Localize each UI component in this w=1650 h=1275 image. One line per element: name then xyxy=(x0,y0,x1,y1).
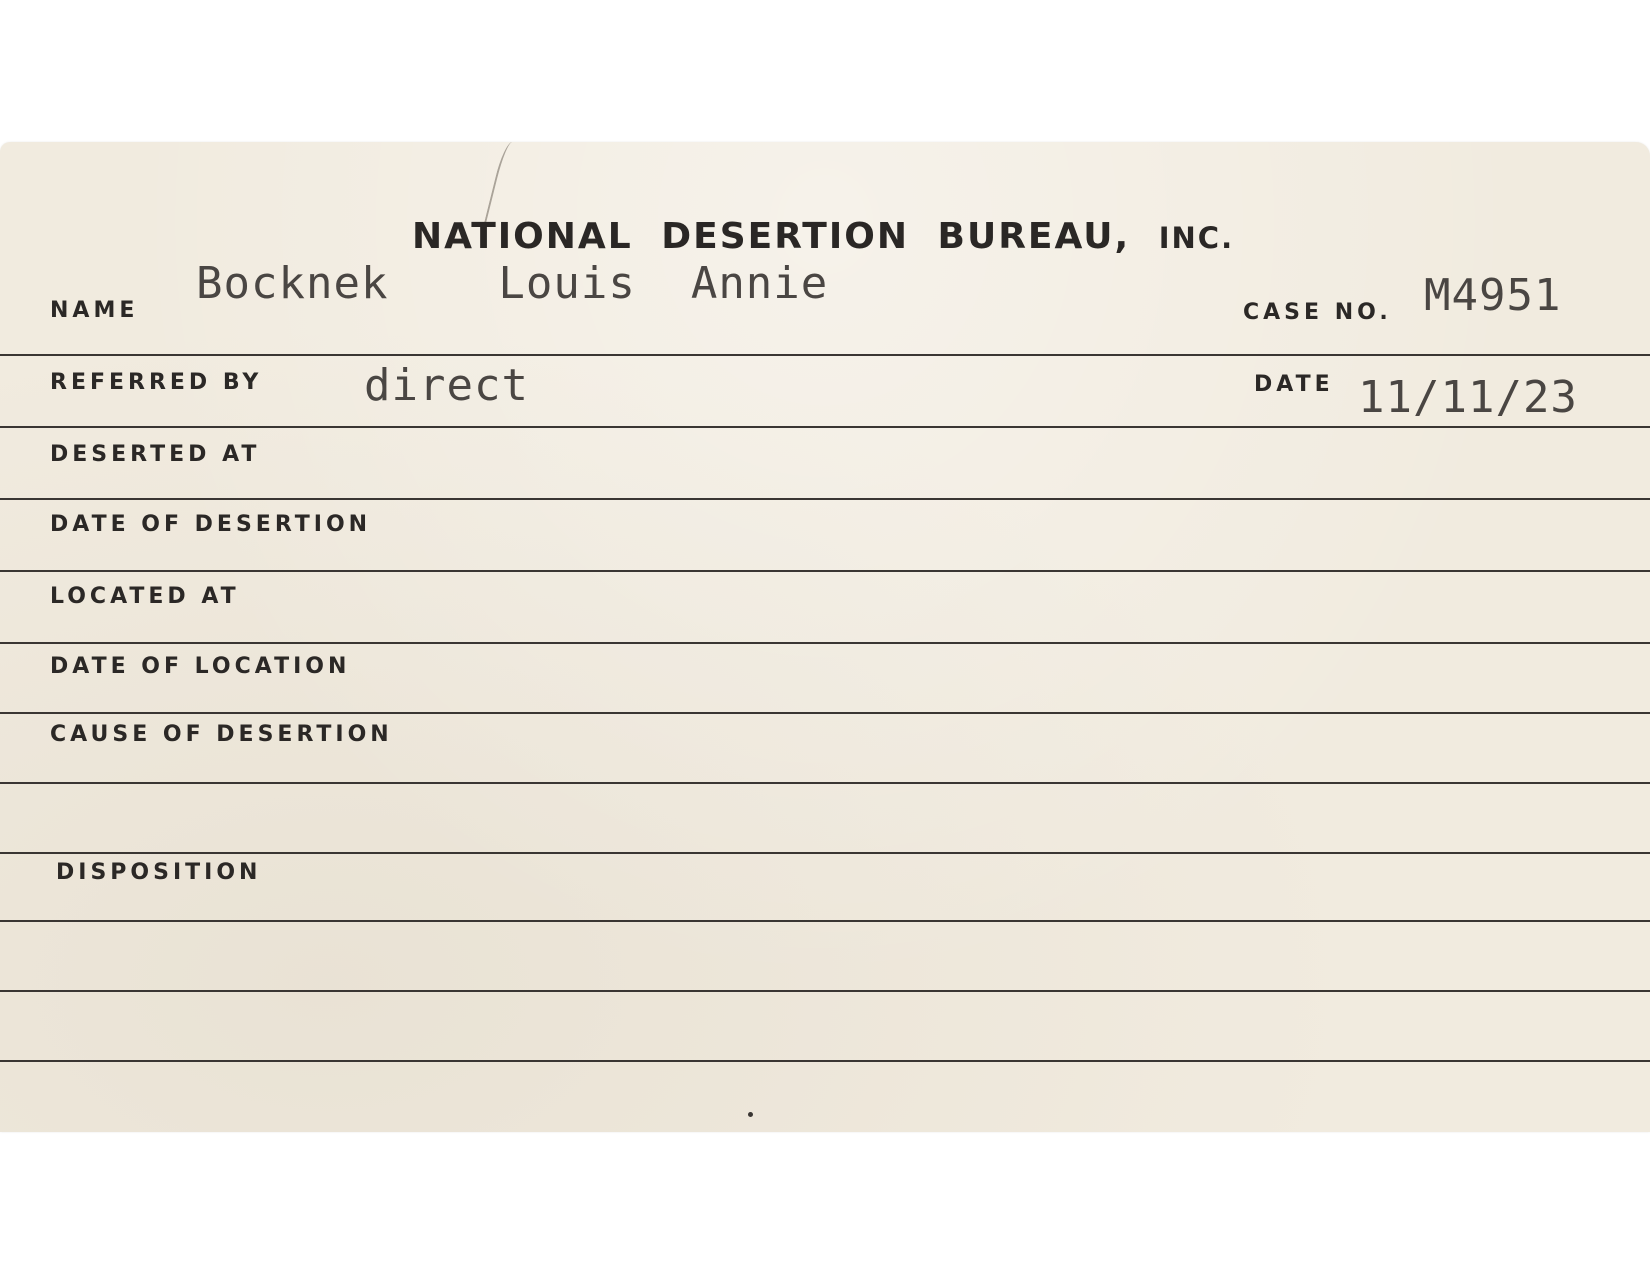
rule-cause-of-desertion xyxy=(0,782,1650,784)
date-value: 11/11/23 xyxy=(1358,372,1578,423)
deserted-at-label: DESERTED AT xyxy=(50,442,261,467)
referred-by-value: direct xyxy=(364,360,529,411)
card-title xyxy=(412,216,1234,257)
rule-date-of-location xyxy=(0,712,1650,714)
rule-name xyxy=(0,354,1650,356)
rule-date-of-desertion xyxy=(0,570,1650,572)
case-no-label: CASE NO. xyxy=(1243,300,1392,325)
index-card xyxy=(0,142,1650,1132)
rule-located-at xyxy=(0,642,1650,644)
bureau-suffix: INC. xyxy=(1158,221,1235,255)
rule-blank-3 xyxy=(0,1060,1650,1062)
cause-of-desertion-label: CAUSE OF DESERTION xyxy=(50,722,393,747)
date-label: DATE xyxy=(1254,372,1334,397)
rule-disposition xyxy=(0,920,1650,922)
rule-blank-2 xyxy=(0,990,1650,992)
rule-blank-1 xyxy=(0,852,1650,854)
rule-referred-by xyxy=(0,426,1650,428)
disposition-label: DISPOSITION xyxy=(56,860,262,885)
name-label: NAME xyxy=(50,298,139,323)
rule-deserted-at xyxy=(0,498,1650,500)
ink-speck xyxy=(748,1112,753,1117)
located-at-label: LOCATED AT xyxy=(50,584,240,609)
date-of-desertion-label: DATE OF DESERTION xyxy=(50,512,372,537)
date-of-location-label: DATE OF LOCATION xyxy=(50,654,351,679)
name-value: Bocknek Louis Annie xyxy=(196,258,829,309)
referred-by-label: REFERRED BY xyxy=(50,370,263,395)
bureau-name: NATIONAL DESERTION BUREAU, xyxy=(412,216,1131,257)
case-no-value: M4951 xyxy=(1424,270,1562,321)
